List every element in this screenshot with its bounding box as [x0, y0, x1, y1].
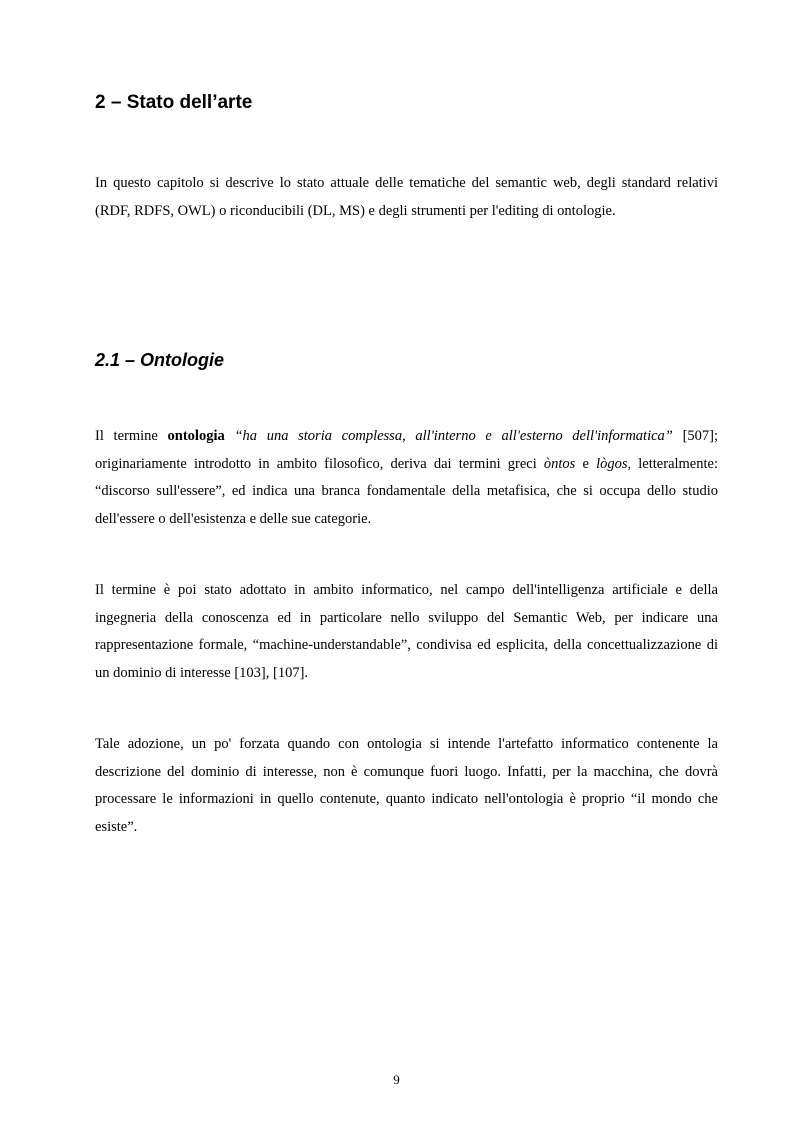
ontology-definition-paragraph: [95, 423, 718, 533]
paragraph-text: e: [575, 455, 597, 472]
paragraph-text: [225, 428, 235, 444]
informatics-paragraph: Il termine è poi stato adottato in ambito informatico, nel campo dell'intelligenza artificiale e della ingegneria della conoscenza ed in particolare nello sviluppo del Semantic Web, per indicare una rappresentazione formale, “machine-understandable”, condivisa ed esplicita, della concettualizzazione di un dominio di interesse [103], [107].: [95, 582, 718, 681]
paragraph-text: [507]; originariamente introdotto in ambito filosofico, deriva dai termini greci: [95, 428, 719, 472]
greek-term: òntos: [543, 455, 576, 472]
greek-term: lògos,: [596, 455, 632, 472]
section-heading: 2.1 – Ontologie: [95, 350, 225, 370]
page-number: 9: [393, 1072, 400, 1087]
adoption-paragraph: Tale adozione, un po' forzata quando con ontologia si intende l'artefatto informatico contenente la descrizione del dominio di interesse, non è comunque fuori luogo. Infatti, per la macchina, che dovrà processare le informazioni in quello contenute, quanto indicato nell'ontologia è proprio “il mondo che esiste”.: [95, 736, 718, 835]
intro-paragraph: In questo capitolo si descrive lo stato attuale delle tematiche del semantic web, degli standard relativi (RDF, RDFS, OWL) o riconducibili (DL, MS) e degli strumenti per l'editing di ontologie.: [95, 175, 718, 219]
paragraph-text: letteralmente: “discorso sull'essere”, ed indica una branca fondamentale della metafisica, che si occupa dello studio dell'essere o dell'esistenza e delle sue categorie.: [95, 455, 718, 527]
paragraph-text: Il termine: [95, 428, 168, 444]
bold-term: ontologia: [167, 428, 225, 444]
italic-quote: “ha una storia complessa, all'interno e all'esterno dell'informatica”: [234, 428, 673, 444]
chapter-heading: 2 – Stato dell’arte: [95, 92, 253, 113]
